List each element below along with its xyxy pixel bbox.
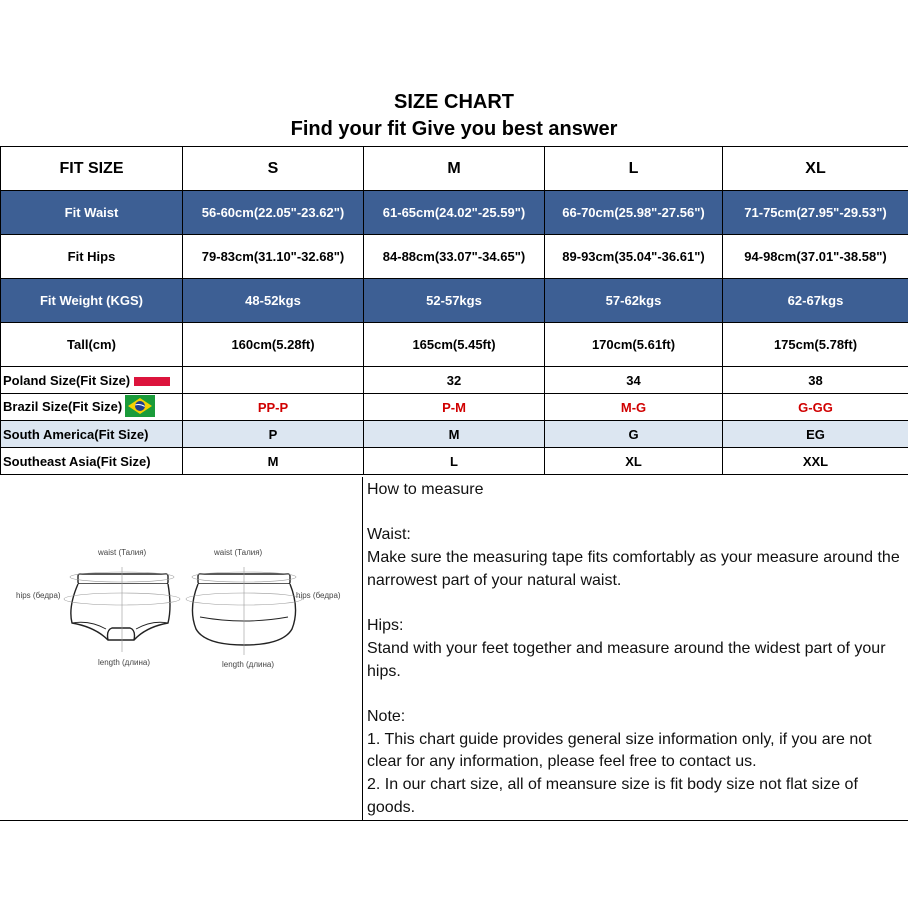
waist-label-front: waist (Талия) xyxy=(98,548,147,557)
table-cell: M xyxy=(183,448,364,475)
table-cell: 71-75cm(27.95"-29.53") xyxy=(723,191,908,235)
table-cell: 34 xyxy=(545,367,723,394)
table-row-tall xyxy=(1,323,908,367)
table-cell: 165cm(5.45ft) xyxy=(364,323,545,367)
table-cell: XL xyxy=(545,448,723,475)
table-cell: 175cm(5.78ft) xyxy=(723,323,908,367)
table-cell: 89-93cm(35.04"-36.61") xyxy=(545,235,723,279)
table-cell: M xyxy=(364,421,545,448)
table-row-fit-weight xyxy=(1,279,908,323)
table-cell: P xyxy=(183,421,364,448)
table-cell: 38 xyxy=(723,367,908,394)
table-cell: G xyxy=(545,421,723,448)
row-label: Brazil Size(Fit Size) xyxy=(3,398,123,414)
table-cell: L xyxy=(364,448,545,475)
table-cell: 62-67kgs xyxy=(723,279,908,323)
table-row-south-america xyxy=(1,421,908,448)
measure-section xyxy=(0,477,908,821)
row-label-poland xyxy=(1,367,183,394)
table-cell: M-G xyxy=(545,394,723,421)
table-cell: 79-83cm(31.10"-32.68") xyxy=(183,235,364,279)
front-view-illustration xyxy=(71,574,170,640)
hips-label-front: hips (бедра) xyxy=(16,591,61,600)
table-cell: 56-60cm(22.05"-23.62") xyxy=(183,191,364,235)
table-cell: 160cm(5.28ft) xyxy=(183,323,364,367)
table-header-row xyxy=(1,147,908,191)
table-cell: PP-P xyxy=(183,394,364,421)
poland-flag-icon xyxy=(134,377,170,386)
column-header-xl: XL xyxy=(723,147,908,191)
length-label-back: length (длина) xyxy=(222,660,275,669)
table-row-fit-waist xyxy=(1,191,908,235)
length-label-front: length (длина) xyxy=(98,658,151,667)
table-row-brazil xyxy=(1,394,908,421)
table-cell: 94-98cm(37.01"-38.58") xyxy=(723,235,908,279)
row-label: Fit Weight (KGS) xyxy=(1,279,183,323)
table-cell: G-GG xyxy=(723,394,908,421)
row-label: South America(Fit Size) xyxy=(1,421,183,448)
hips-label-back: hips (бедра) xyxy=(296,591,341,600)
row-label-brazil xyxy=(1,394,183,421)
row-label: Tall(cm) xyxy=(1,323,183,367)
waist-label-back: waist (Талия) xyxy=(214,548,263,557)
table-cell: 170cm(5.61ft) xyxy=(545,323,723,367)
table-cell: EG xyxy=(723,421,908,448)
table-cell: XXL xyxy=(723,448,908,475)
table-cell: 84-88cm(33.07"-34.65") xyxy=(364,235,545,279)
table-row-poland xyxy=(1,367,908,394)
how-to-measure-text: How to measure Waist: Make sure the measuring tape fits comfortably as your measure around the narrowest part of your natural waist. Hips: Stand with your feet together and measure around the widest part of your hips. Note: 1. This chart guide provides general size information only, if you are not clear for any information, please feel free to contact us. 2. In our chart size, all of meansure size is fit body size not flat size of goods. xyxy=(367,481,900,816)
table-cell: 52-57kgs xyxy=(364,279,545,323)
chart-subtitle: Find your fit Give you best answer xyxy=(290,118,618,140)
table-cell: 32 xyxy=(364,367,545,394)
measurement-diagram xyxy=(0,477,362,820)
row-label: Fit Hips xyxy=(1,235,183,279)
chart-title: SIZE CHART xyxy=(394,91,514,113)
table-row-fit-hips xyxy=(1,235,908,279)
row-label: Poland Size(Fit Size) xyxy=(3,372,131,388)
table-row-southeast-asia xyxy=(1,448,908,475)
brazil-flag-icon xyxy=(125,395,155,420)
table-cell: 66-70cm(25.98"-27.56") xyxy=(545,191,723,235)
row-label: Southeast Asia(Fit Size) xyxy=(1,448,183,475)
table-cell: 61-65cm(24.02"-25.59") xyxy=(364,191,545,235)
column-header-m: M xyxy=(364,147,545,191)
table-cell: 57-62kgs xyxy=(545,279,723,323)
section-divider xyxy=(362,477,363,820)
table-cell: 48-52kgs xyxy=(183,279,364,323)
column-header-fit-size: FIT SIZE xyxy=(1,147,183,191)
size-table xyxy=(0,146,908,475)
column-header-l: L xyxy=(545,147,723,191)
column-header-s: S xyxy=(183,147,364,191)
table-cell xyxy=(183,367,364,394)
table-cell: P-M xyxy=(364,394,545,421)
row-label: Fit Waist xyxy=(1,191,183,235)
